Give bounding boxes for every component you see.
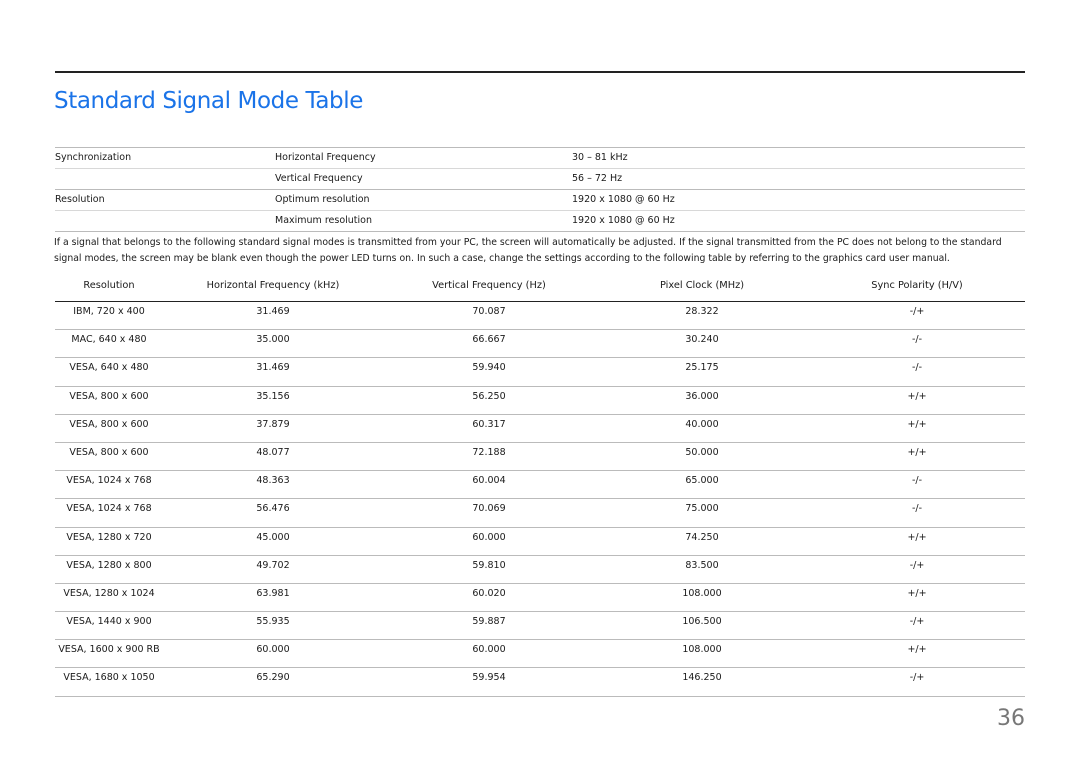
table-row xyxy=(55,499,1025,527)
cell-sync-polarity: -/+ xyxy=(909,559,925,571)
cell-sync-polarity: +/+ xyxy=(907,418,927,430)
top-rule xyxy=(55,71,1025,73)
cell-sync-polarity: +/+ xyxy=(907,531,927,543)
cell-horizontal-frequency: 37.879 xyxy=(256,418,290,430)
table-row xyxy=(55,443,1025,471)
cell-sync-polarity: +/+ xyxy=(907,390,927,402)
cell-pixel-clock: 146.250 xyxy=(682,672,722,684)
cell-vertical-frequency: 60.317 xyxy=(472,418,506,430)
cell-vertical-frequency: 60.004 xyxy=(472,475,506,487)
cell-pixel-clock: 40.000 xyxy=(685,418,719,430)
table-row xyxy=(55,528,1025,556)
cell-horizontal-frequency: 35.156 xyxy=(256,390,290,402)
cell-pixel-clock: 28.322 xyxy=(685,306,719,317)
cell-sync-polarity: +/+ xyxy=(907,446,927,458)
cell-sync-polarity: -/+ xyxy=(909,616,925,628)
spec-value: 1920 x 1080 @ 60 Hz xyxy=(572,194,675,205)
cell-vertical-frequency: 59.887 xyxy=(472,616,506,628)
cell-resolution: VESA, 1680 x 1050 xyxy=(63,672,155,684)
page-number: 36 xyxy=(997,706,1025,731)
header-pixel-clock: Pixel Clock (MHz) xyxy=(659,280,745,291)
table-row xyxy=(55,302,1025,330)
cell-pixel-clock: 36.000 xyxy=(685,390,719,402)
spec-row xyxy=(55,190,1025,211)
table-row xyxy=(55,358,1025,386)
cell-resolution: VESA, 1440 x 900 xyxy=(66,616,152,628)
header-horizontal-frequency: Horizontal Frequency (kHz) xyxy=(206,280,340,291)
cell-pixel-clock: 75.000 xyxy=(685,503,719,515)
cell-sync-polarity: -/+ xyxy=(909,306,925,317)
spec-value: 30 – 81 kHz xyxy=(572,152,628,163)
cell-horizontal-frequency: 60.000 xyxy=(256,644,290,656)
cell-resolution: VESA, 800 x 600 xyxy=(69,418,149,430)
signal-spec-table xyxy=(55,147,1025,232)
header-sync-polarity: Sync Polarity (H/V) xyxy=(871,280,963,291)
cell-resolution: VESA, 1024 x 768 xyxy=(66,503,152,515)
spec-row xyxy=(55,211,1025,232)
cell-vertical-frequency: 59.810 xyxy=(472,559,506,571)
cell-vertical-frequency: 66.667 xyxy=(472,334,506,346)
cell-horizontal-frequency: 35.000 xyxy=(256,334,290,346)
cell-vertical-frequency: 70.069 xyxy=(472,503,506,515)
cell-pixel-clock: 50.000 xyxy=(685,446,719,458)
cell-vertical-frequency: 59.954 xyxy=(472,672,506,684)
cell-horizontal-frequency: 55.935 xyxy=(256,616,290,628)
cell-vertical-frequency: 59.940 xyxy=(472,362,506,374)
cell-pixel-clock: 108.000 xyxy=(682,644,722,656)
cell-sync-polarity: +/+ xyxy=(907,644,927,656)
table-row xyxy=(55,471,1025,499)
signal-mode-note: If a signal that belongs to the following standard signal modes is transmitted from your PC, the screen will automatically be adjusted. If the signal transmitted from the PC does not belong to the standard signal modes, the screen may be blank even though the power LED turns on. In such a case, change the settings according to the following table by referring to the graphics card user manual. xyxy=(54,237,1002,264)
cell-sync-polarity: -/- xyxy=(911,334,923,346)
cell-resolution: VESA, 1024 x 768 xyxy=(66,475,152,487)
spec-item: Vertical Frequency xyxy=(275,173,363,184)
spec-value: 1920 x 1080 @ 60 Hz xyxy=(572,215,675,226)
cell-vertical-frequency: 60.020 xyxy=(472,587,506,599)
table-row xyxy=(55,640,1025,668)
table-body xyxy=(55,302,1025,697)
cell-pixel-clock: 74.250 xyxy=(685,531,719,543)
cell-horizontal-frequency: 31.469 xyxy=(256,306,290,317)
spec-item: Optimum resolution xyxy=(275,194,370,205)
cell-horizontal-frequency: 63.981 xyxy=(256,587,290,599)
spec-row xyxy=(55,148,1025,169)
cell-resolution: VESA, 800 x 600 xyxy=(69,446,149,458)
cell-resolution: VESA, 1280 x 800 xyxy=(66,559,152,571)
spec-item: Horizontal Frequency xyxy=(275,152,376,163)
cell-sync-polarity: -/- xyxy=(911,475,923,487)
cell-pixel-clock: 30.240 xyxy=(685,334,719,346)
cell-horizontal-frequency: 56.476 xyxy=(256,503,290,515)
table-row xyxy=(55,415,1025,443)
spec-item: Maximum resolution xyxy=(275,215,372,226)
cell-resolution: VESA, 1600 x 900 RB xyxy=(58,644,160,656)
cell-resolution: VESA, 1280 x 720 xyxy=(66,531,152,543)
cell-vertical-frequency: 70.087 xyxy=(472,306,506,317)
cell-vertical-frequency: 60.000 xyxy=(472,531,506,543)
spec-group: Resolution xyxy=(55,194,105,205)
cell-sync-polarity: -/+ xyxy=(909,672,925,684)
cell-resolution: MAC, 640 x 480 xyxy=(71,334,147,346)
table-header xyxy=(55,277,1025,302)
header-vertical-frequency: Vertical Frequency (Hz) xyxy=(432,280,546,291)
table-row xyxy=(55,556,1025,584)
header-resolution: Resolution xyxy=(83,280,135,291)
cell-pixel-clock: 108.000 xyxy=(682,587,722,599)
spec-group: Synchronization xyxy=(55,152,132,163)
table-row xyxy=(55,668,1025,696)
cell-vertical-frequency: 60.000 xyxy=(472,644,506,656)
cell-sync-polarity: -/- xyxy=(911,503,923,515)
page-title: Standard Signal Mode Table xyxy=(54,88,363,114)
spec-value: 56 – 72 Hz xyxy=(572,173,623,184)
cell-pixel-clock: 25.175 xyxy=(685,362,719,374)
cell-resolution: VESA, 640 x 480 xyxy=(69,362,149,374)
cell-pixel-clock: 83.500 xyxy=(685,559,719,571)
table-row xyxy=(55,387,1025,415)
cell-resolution: VESA, 800 x 600 xyxy=(69,390,149,402)
cell-vertical-frequency: 72.188 xyxy=(472,446,506,458)
signal-mode-table xyxy=(55,277,1025,697)
cell-resolution: VESA, 1280 x 1024 xyxy=(63,587,155,599)
cell-resolution: IBM, 720 x 400 xyxy=(73,306,145,317)
cell-horizontal-frequency: 65.290 xyxy=(256,672,290,684)
cell-vertical-frequency: 56.250 xyxy=(472,390,506,402)
table-row xyxy=(55,612,1025,640)
cell-horizontal-frequency: 45.000 xyxy=(256,531,290,543)
cell-horizontal-frequency: 31.469 xyxy=(256,362,290,374)
cell-pixel-clock: 65.000 xyxy=(685,475,719,487)
cell-pixel-clock: 106.500 xyxy=(682,616,722,628)
cell-horizontal-frequency: 48.077 xyxy=(256,446,290,458)
table-row xyxy=(55,584,1025,612)
cell-horizontal-frequency: 48.363 xyxy=(256,475,290,487)
cell-horizontal-frequency: 49.702 xyxy=(256,559,290,571)
table-row xyxy=(55,330,1025,358)
spec-row xyxy=(55,169,1025,190)
cell-sync-polarity: +/+ xyxy=(907,587,927,599)
cell-sync-polarity: -/- xyxy=(911,362,923,374)
